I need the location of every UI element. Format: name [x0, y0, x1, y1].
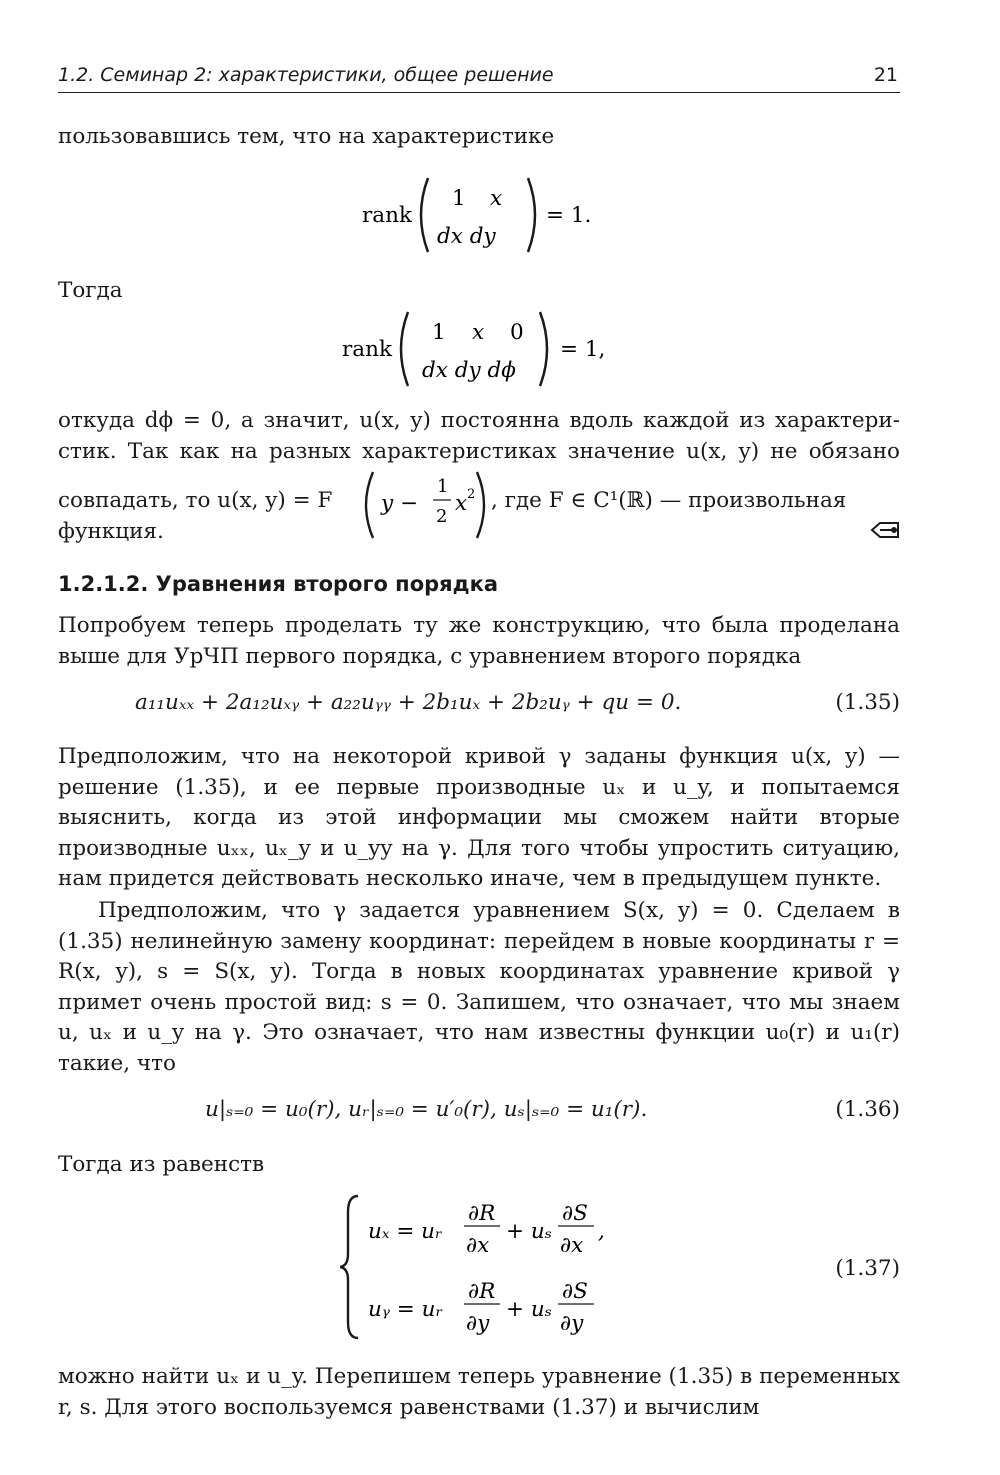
matrix-cell: x	[472, 320, 485, 345]
paragraph-5: Предположим, что на некоторой кривой γ заданы функция u(x, y) — решение (1.35), и ее первые производные uₓ и u_y, и попытаемся выяснить, когда из этой информации мы сможем найти вторые производные uₓₓ, uₓ_y и u_yy на γ. Для того чтобы упростить ситуацию, нам придется действовать несколько иначе, чем в предыдущем пункте.	[58, 744, 900, 891]
paragraph-3-line-1: откуда dϕ = 0, а значит, u(x, y) постоянна вдоль каждой из характери-	[58, 408, 900, 433]
paragraph-4: Попробуем теперь проделать ту же конструкцию, что была проделана выше для УрЧП первого порядка, с уравнением второго порядка	[58, 613, 900, 669]
svg-text:∂x: ∂x	[466, 1233, 490, 1258]
svg-text:∂R: ∂R	[468, 1279, 496, 1304]
frac-num: 1	[437, 476, 449, 497]
svg-text:+ uₛ: + uₛ	[506, 1297, 552, 1322]
svg-text:+ uₛ: + uₛ	[506, 1219, 552, 1244]
matrix-cell: x	[490, 186, 503, 211]
subsection-heading: 1.2.1.2. Уравнения второго порядка	[58, 572, 499, 596]
equation-1-36: u|ₛ₌₀ = u₀(r), uᵣ|ₛ₌₀ = u′₀(r), uₛ|ₛ₌₀ = u₁(r).	[205, 1097, 648, 1122]
equation-rank-2	[342, 306, 632, 398]
section-title: 1.2. Семинар 2: характеристики, общее решение	[58, 64, 554, 86]
paragraph-6: Предположим, что γ задается уравнением S(x, y) = 0. Сделаем в (1.35) нелинейную замену координат: перейдем в новые координаты r = R(x, y), s = S(x, y). Тогда в новых координатах уравнение кривой γ примет очень простой вид: s = 0. Запишем, что означает, что мы знаем u, uₓ и u_y на γ. Это означает, что нам известны функции u₀(r) и u₁(r) такие, что	[58, 898, 900, 1076]
rank2-rhs: = 1,	[560, 337, 606, 362]
paragraph-3-line-4: функция.	[58, 519, 164, 544]
rank-word: rank	[342, 337, 392, 362]
equation-number-1-37: (1.37)	[835, 1256, 900, 1281]
p3-text-b: , где F ∈ C¹(ℝ) — произвольная	[491, 488, 847, 513]
rank-matrix-1-svg	[362, 172, 602, 258]
paragraph-1: пользовавшись тем, что на характеристике	[58, 124, 555, 149]
equation-1-37	[340, 1192, 640, 1348]
rank-word: rank	[362, 203, 412, 228]
rank1-rhs: = 1.	[546, 203, 592, 228]
svg-text:∂S: ∂S	[562, 1201, 588, 1226]
math-x: x	[455, 491, 468, 516]
equation-number-1-35: (1.35)	[835, 690, 900, 715]
svg-text:,: ,	[598, 1219, 605, 1244]
frac-den: 2	[436, 506, 448, 527]
paragraph-3-line-2: стик. Так как на разных характеристиках значение u(x, y) не обязано	[58, 439, 900, 464]
equation-number-1-36: (1.36)	[835, 1097, 900, 1122]
matrix-cell: 1	[452, 186, 466, 211]
p3-text-a: совпадать, то u(x, y) = F	[58, 488, 333, 513]
system-1-37-svg	[340, 1192, 640, 1342]
svg-text:∂S: ∂S	[562, 1279, 588, 1304]
paragraph-8: можно найти uₓ и u_y. Перепишем теперь уравнение (1.35) в переменных r, s. Для этого воспользуемся равенствами (1.37) и вычислим	[58, 1364, 900, 1420]
system-line-2: uᵧ = uᵣ	[368, 1297, 443, 1322]
matrix-cell: 0	[510, 320, 524, 345]
svg-text:∂y: ∂y	[466, 1311, 490, 1336]
paragraph-2: Тогда	[58, 278, 123, 303]
svg-text:∂R: ∂R	[468, 1201, 496, 1226]
paragraph-7: Тогда из равенств	[58, 1152, 265, 1177]
math-sup: 2	[467, 487, 476, 502]
left-paren	[401, 312, 408, 386]
equation-rank-1	[362, 172, 602, 264]
matrix-cell: dx dy dϕ	[422, 358, 516, 383]
matrix-cell: dx dy	[437, 224, 496, 249]
system-line-1: uₓ = uᵣ	[368, 1219, 443, 1244]
rank-matrix-2-svg	[342, 306, 632, 392]
right-paren	[528, 178, 535, 252]
page-number: 21	[873, 64, 898, 86]
left-paren	[421, 178, 428, 252]
equation-1-35: a₁₁uₓₓ + 2a₁₂uₓᵧ + a₂₂uᵧᵧ + 2b₁uₓ + 2b₂uᵧ + qu = 0.	[135, 690, 682, 715]
matrix-cell: 1	[432, 320, 446, 345]
running-header	[58, 58, 900, 93]
left-brace	[340, 1196, 358, 1338]
svg-text:∂x: ∂x	[560, 1233, 584, 1258]
pencil-icon	[870, 520, 902, 540]
svg-text:∂y: ∂y	[560, 1311, 584, 1336]
right-paren	[540, 312, 547, 386]
math-y: y −	[381, 491, 418, 516]
